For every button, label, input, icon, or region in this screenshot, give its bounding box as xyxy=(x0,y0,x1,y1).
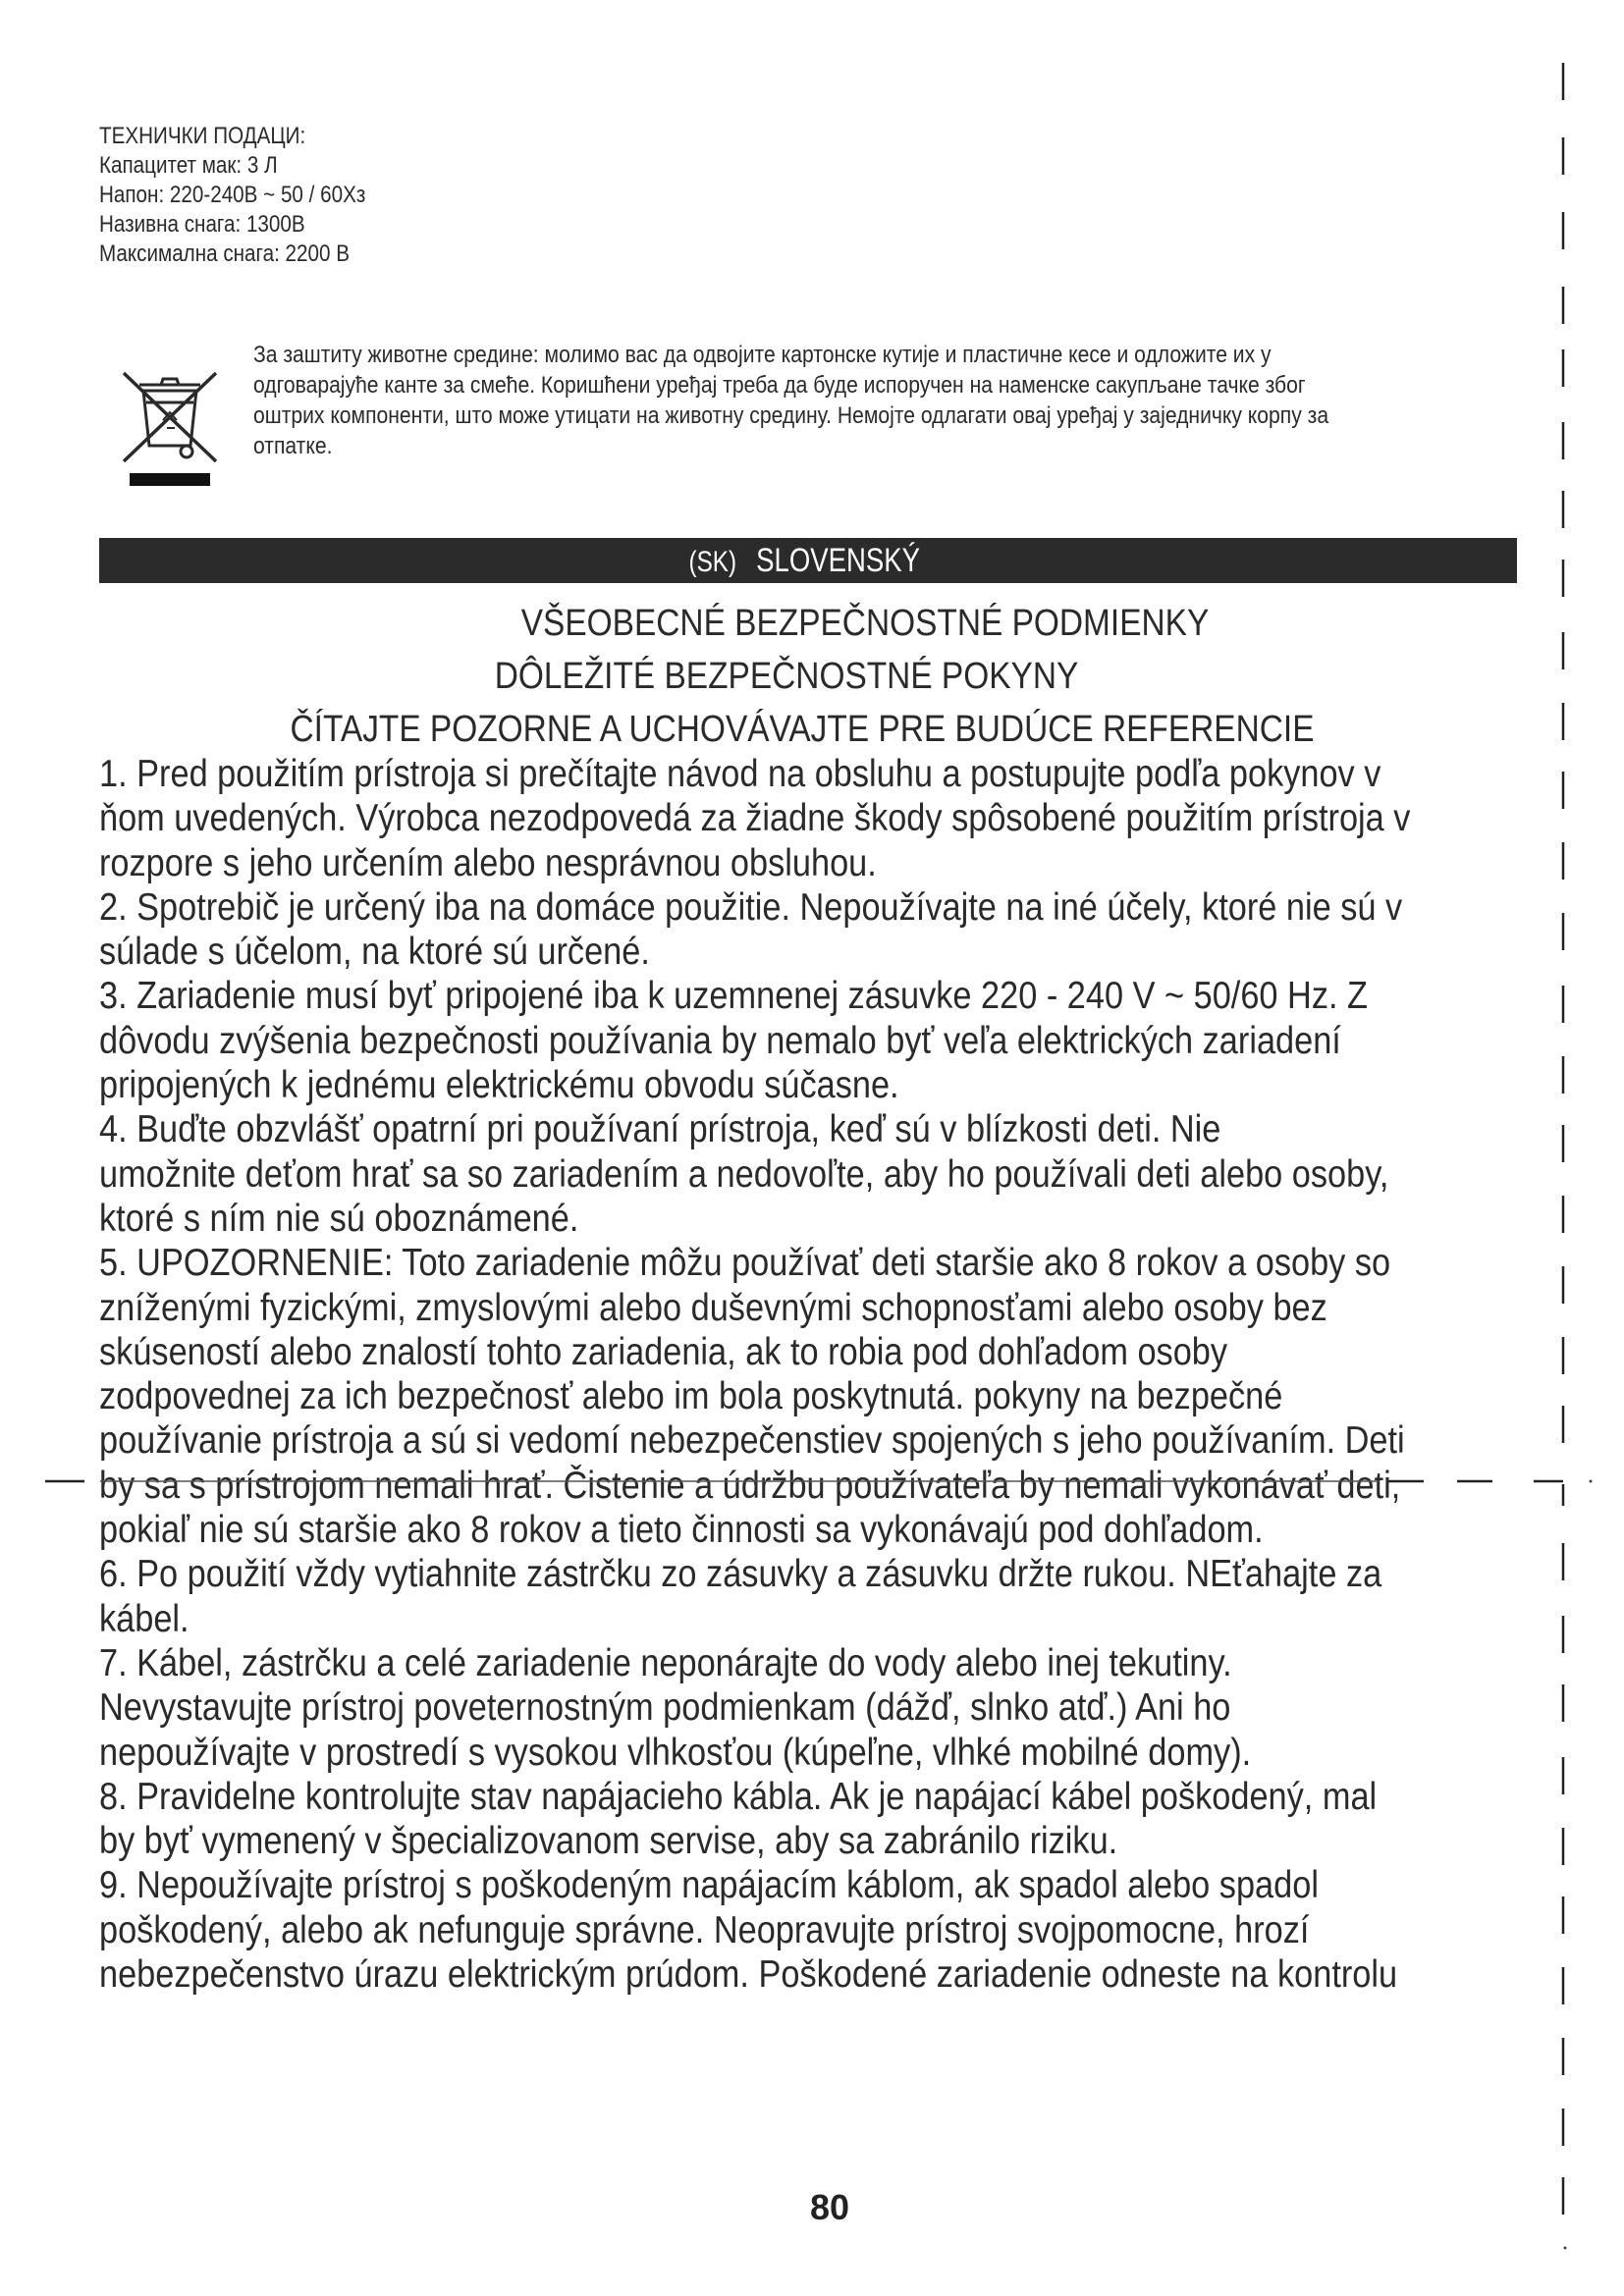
technical-data-rated-power: Називна снага: 1300В xyxy=(99,211,305,238)
heading-important-safety: DÔLEŽITÉ BEZPEČNOSTNÉ POKYNY xyxy=(494,656,1079,697)
heading-general-safety: VŠEOBECNÉ BEZPEČNOSTNÉ PODMIENKY xyxy=(520,603,1210,644)
instruction-line: 4. Buďte obzvlášť opatrní pri používaní prístroja, keď sú v blízkosti deti. Nie xyxy=(99,1108,1221,1151)
instruction-line: skúseností alebo znalostí tohto zariadenia, ak to robia pod dohľadom osoby xyxy=(99,1330,1228,1373)
instruction-line: nepoužívajte v prostredí s vysokou vlhkosťou (kúpeľne, vlhké mobilné domy). xyxy=(99,1731,1252,1774)
technical-data-block xyxy=(99,122,365,269)
instruction-line: používanie prístroja a sú si vedomí nebezpečenstiev spojených s jeho používaním. Deti xyxy=(99,1419,1405,1463)
environment-notice xyxy=(253,340,1472,461)
instruction-line: 9. Nepoužívajte prístroj s poškodeným napájacím káblom, ak spadol alebo spadol xyxy=(99,1864,1319,1907)
instruction-line: 8. Pravidelne kontrolujte stav napájacieho kábla. Ak je napájací kábel poškodený, mal xyxy=(99,1775,1378,1818)
instruction-line: súlade s účelom, na ktoré sú určené. xyxy=(99,931,650,974)
instruction-line: by byť vymenený v špecializovanom servise, aby sa zabránilo riziku. xyxy=(99,1820,1118,1863)
crossed-out-wheelie-bin-icon xyxy=(116,351,224,489)
page-number: 80 xyxy=(809,2187,850,2227)
safety-headings xyxy=(99,597,1517,756)
instruction-line: 7. Kábel, zástrčku a celé zariadenie neponárajte do vody alebo inej tekutiny. xyxy=(99,1641,1232,1684)
technical-data-max-power: Максимална снага: 2200 В xyxy=(99,240,350,267)
instruction-line: 2. Spotrebič je určený iba na domáce použitie. Nepoužívajte na iné účely, ktoré nie sú v xyxy=(99,885,1403,929)
instruction-line: pripojených k jednému elektrickému obvodu súčasne. xyxy=(99,1064,899,1107)
environment-line: оштрих компоненти, што може утицати на животну средину. Немојте одлагати овај уређај у заједничку корпу за xyxy=(253,402,1329,429)
instruction-line: 5. UPOZORNENIE: Toto zariadenie môžu používať deti staršie ako 8 rokov a osoby so xyxy=(99,1242,1391,1285)
safety-instructions xyxy=(99,752,1502,1997)
instruction-line: 3. Zariadenie musí byť pripojené iba k uzemnenej zásuvke 220 - 240 V ~ 50/60 Hz. Z xyxy=(99,975,1369,1018)
instruction-line: nebezpečenstvo úrazu elektrickým prúdom. Poškodené zariadenie odneste na kontrolu xyxy=(99,1953,1398,1997)
instruction-line: pokiaľ nie sú staršie ako 8 rokov a tieto činnosti sa vykonávajú pod dohľadom. xyxy=(99,1509,1264,1552)
instruction-line: zodpovednej za ich bezpečnosť alebo im bola poskytnutá. pokyny na bezpečné xyxy=(99,1375,1283,1418)
instruction-line: ňom uvedených. Výrobca nezodpovedá za žiadne škody spôsobené použitím prístroja v xyxy=(99,797,1411,840)
language-code: (SK) xyxy=(688,546,737,578)
language-label: SLOVENSKÝ xyxy=(756,542,921,579)
heading-read-carefully: ČÍTAJTE POZORNE A UCHOVÁVAJTE PRE BUDÚCE REFERENCIE xyxy=(290,709,1315,750)
environment-line: отпатке. xyxy=(253,433,333,459)
technical-data-voltage: Напон: 220-240В ~ 50 / 60Хз xyxy=(99,182,366,208)
instruction-line: by sa s prístrojom nemali hrať. Čistenie a údržbu používateľa by nemali vykonávať deti, xyxy=(99,1464,1401,1507)
instruction-line: 1. Pred použitím prístroja si prečítajte návod na obsluhu a postupujte podľa pokynov v xyxy=(99,753,1381,795)
instruction-line: poškodený, alebo ak nefunguje správne. Neopravujte prístroj svojpomocne, hrozí xyxy=(99,1908,1310,1951)
instruction-line: kábel. xyxy=(99,1597,189,1640)
instruction-line: 6. Po použití vždy vytiahnite zástrčku zo zásuvky a zásuvku držte rukou. NEťahajte za xyxy=(99,1553,1382,1596)
instruction-line: Nevystavujte prístroj poveternostným podmienkam (dážď, slnko atď.) Ani ho xyxy=(99,1686,1231,1730)
technical-data-capacity: Капацитет мак: 3 Л xyxy=(99,152,278,179)
instruction-line: rozpore s jeho určením alebo nesprávnou obsluhou. xyxy=(99,841,877,884)
instruction-line: umožnite deťom hrať sa so zariadením a nedovoľte, aby ho používali deti alebo osoby, xyxy=(99,1152,1389,1196)
environment-line: одговарајуће канте за смеће. Коришћени уређај треба да буде испоручен на наменске сакупљане тачке због xyxy=(253,372,1306,399)
instruction-line: ktoré s ním nie sú oboznámené. xyxy=(99,1197,579,1240)
technical-data-title: ТЕХНИЧКИ ПОДАЦИ: xyxy=(99,123,306,149)
instruction-line: zníženými fyzickými, zmyslovými alebo duševnými schopnosťami alebo osoby bez xyxy=(99,1286,1327,1329)
language-section-bar xyxy=(99,538,1517,583)
instruction-line: dôvodu zvýšenia bezpečnosti používania by nemalo byť veľa elektrických zariadení xyxy=(99,1019,1341,1062)
environment-line: За заштиту животне средине: молимо вас да одвојите картонске кутије и пластичне кесе и одложите их у xyxy=(253,342,1272,368)
